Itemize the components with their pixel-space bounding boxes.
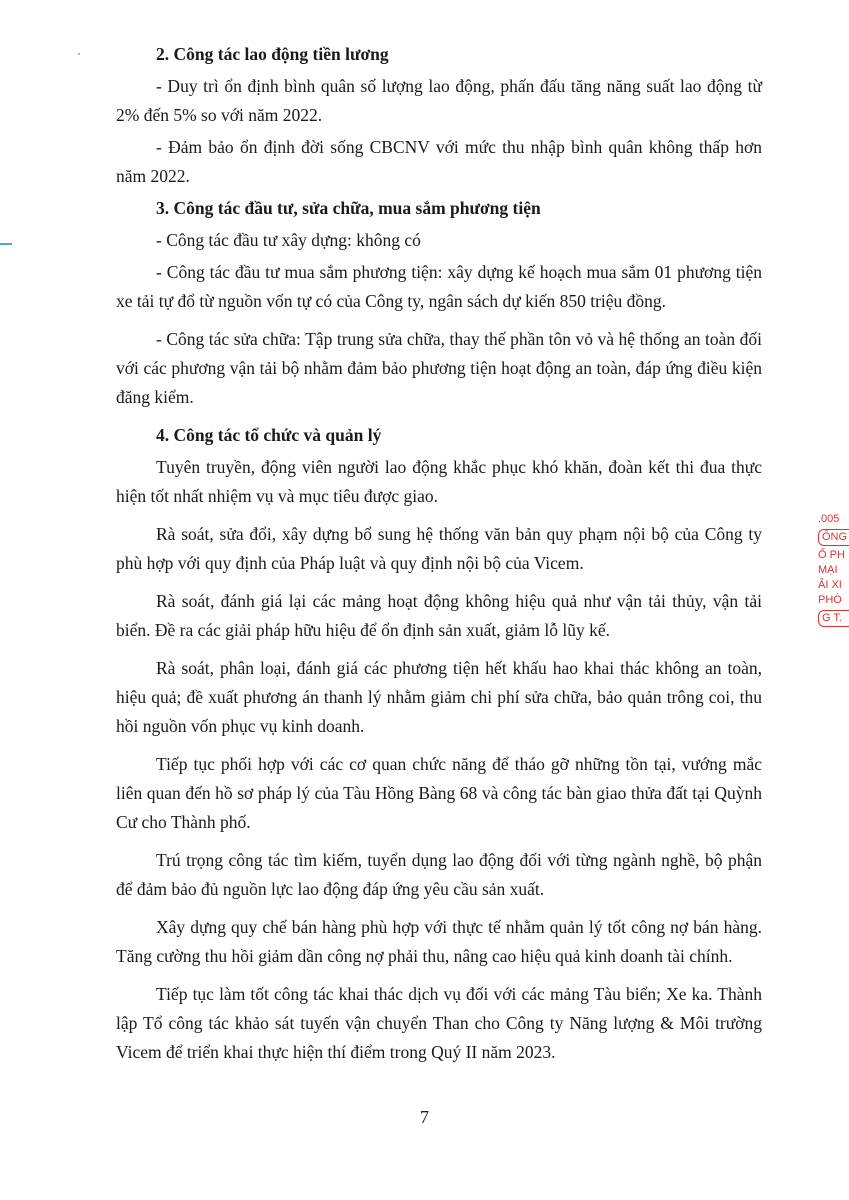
section-heading: 4. Công tác tổ chức và quản lý bbox=[156, 425, 382, 445]
paragraph: Rà soát, sửa đổi, xây dựng bổ sung hệ thống văn bản quy phạm nội bộ của Công ty phù hợp với quy định của Pháp luật và quy định nội bộ của Vicem. bbox=[116, 524, 762, 573]
seal-text: Ổ PH bbox=[818, 549, 845, 561]
section-heading: 2. Công tác lao động tiền lương bbox=[156, 44, 389, 64]
paragraph: - Đảm bảo ổn định đời sống CBCNV với mức thu nhập bình quân không thấp hơn năm 2022. bbox=[116, 137, 762, 186]
seal-text: PHÓ bbox=[818, 594, 842, 606]
paragraph: Tiếp tục làm tốt công tác khai thác dịch vụ đối với các mảng Tàu biển; Xe ka. Thành lập Tổ công tác khảo sát tuyến vận chuyển Than cho Công ty Năng lượng & Môi trường Vicem để triển khai thực hiện thí điểm trong Quý II năm 2023. bbox=[116, 984, 762, 1062]
paragraph: - Công tác đầu tư xây dựng: không có bbox=[156, 230, 421, 250]
paragraph: - Công tác đầu tư mua sắm phương tiện: xây dựng kế hoạch mua sắm 01 phương tiện xe tải tự đổ từ nguồn vốn tự có của Công ty, ngân sách dự kiến 850 triệu đồng. bbox=[116, 262, 762, 311]
seal-text: G T. bbox=[818, 610, 849, 627]
seal-text: ẢI XI bbox=[818, 579, 842, 591]
seal-text: ÔNG bbox=[818, 529, 849, 546]
paragraph: Rà soát, đánh giá lại các mảng hoạt động không hiệu quả như vận tải thủy, vận tải biển. Đề ra các giải pháp hữu hiệu để ổn định sản xuất, giảm lỗ lũy kế. bbox=[116, 591, 762, 640]
seal-text: MẠI bbox=[818, 564, 838, 576]
page-number: 7 bbox=[420, 1107, 429, 1127]
document-body bbox=[116, 40, 762, 1076]
paragraph: Xây dựng quy chế bán hàng phù hợp với thực tế nhằm quản lý tốt công nợ bán hàng. Tăng cường thu hồi giảm dần công nợ phải thu, nâng cao hiệu quả kinh doanh tài chính. bbox=[116, 917, 762, 966]
paragraph: Rà soát, phân loại, đánh giá các phương tiện hết khấu hao khai thác không an toàn, hiệu quả; đề xuất phương án thanh lý nhằm giảm chi phí sửa chữa, bảo quản trông coi, thu hồi nguồn vốn phục vụ kinh doanh. bbox=[116, 658, 762, 736]
scan-speck bbox=[78, 53, 80, 55]
scan-edge-mark bbox=[0, 243, 12, 245]
paragraph: - Duy trì ổn định bình quân số lượng lao động, phấn đấu tăng năng suất lao động từ 2% đến 5% so với năm 2022. bbox=[116, 76, 762, 125]
paragraph: Tuyên truyền, động viên người lao động khắc phục khó khăn, đoàn kết thi đua thực hiện tốt nhất nhiệm vụ và mục tiêu được giao. bbox=[116, 457, 762, 506]
section-heading: 3. Công tác đầu tư, sửa chữa, mua sắm phương tiện bbox=[156, 198, 541, 218]
seal-text: .005 bbox=[818, 513, 840, 525]
company-seal-fragment bbox=[818, 512, 849, 629]
paragraph: Tiếp tục phối hợp với các cơ quan chức năng để tháo gỡ những tồn tại, vướng mắc liên quan đến hồ sơ pháp lý của Tàu Hồng Bàng 68 và công tác bàn giao thửa đất tại Quỳnh Cư cho Thành phố. bbox=[116, 754, 762, 832]
paragraph: Trú trọng công tác tìm kiếm, tuyển dụng lao động đối với từng ngành nghề, bộ phận để đảm bảo đủ nguồn lực lao động đáp ứng yêu cầu sản xuất. bbox=[116, 850, 762, 899]
paragraph: - Công tác sửa chữa: Tập trung sửa chữa, thay thế phần tôn vỏ và hệ thống an toàn đối với các phương vận tải bộ nhằm đảm bảo phương tiện hoạt động an toàn, đáp ứng điều kiện đăng kiểm. bbox=[116, 329, 762, 407]
